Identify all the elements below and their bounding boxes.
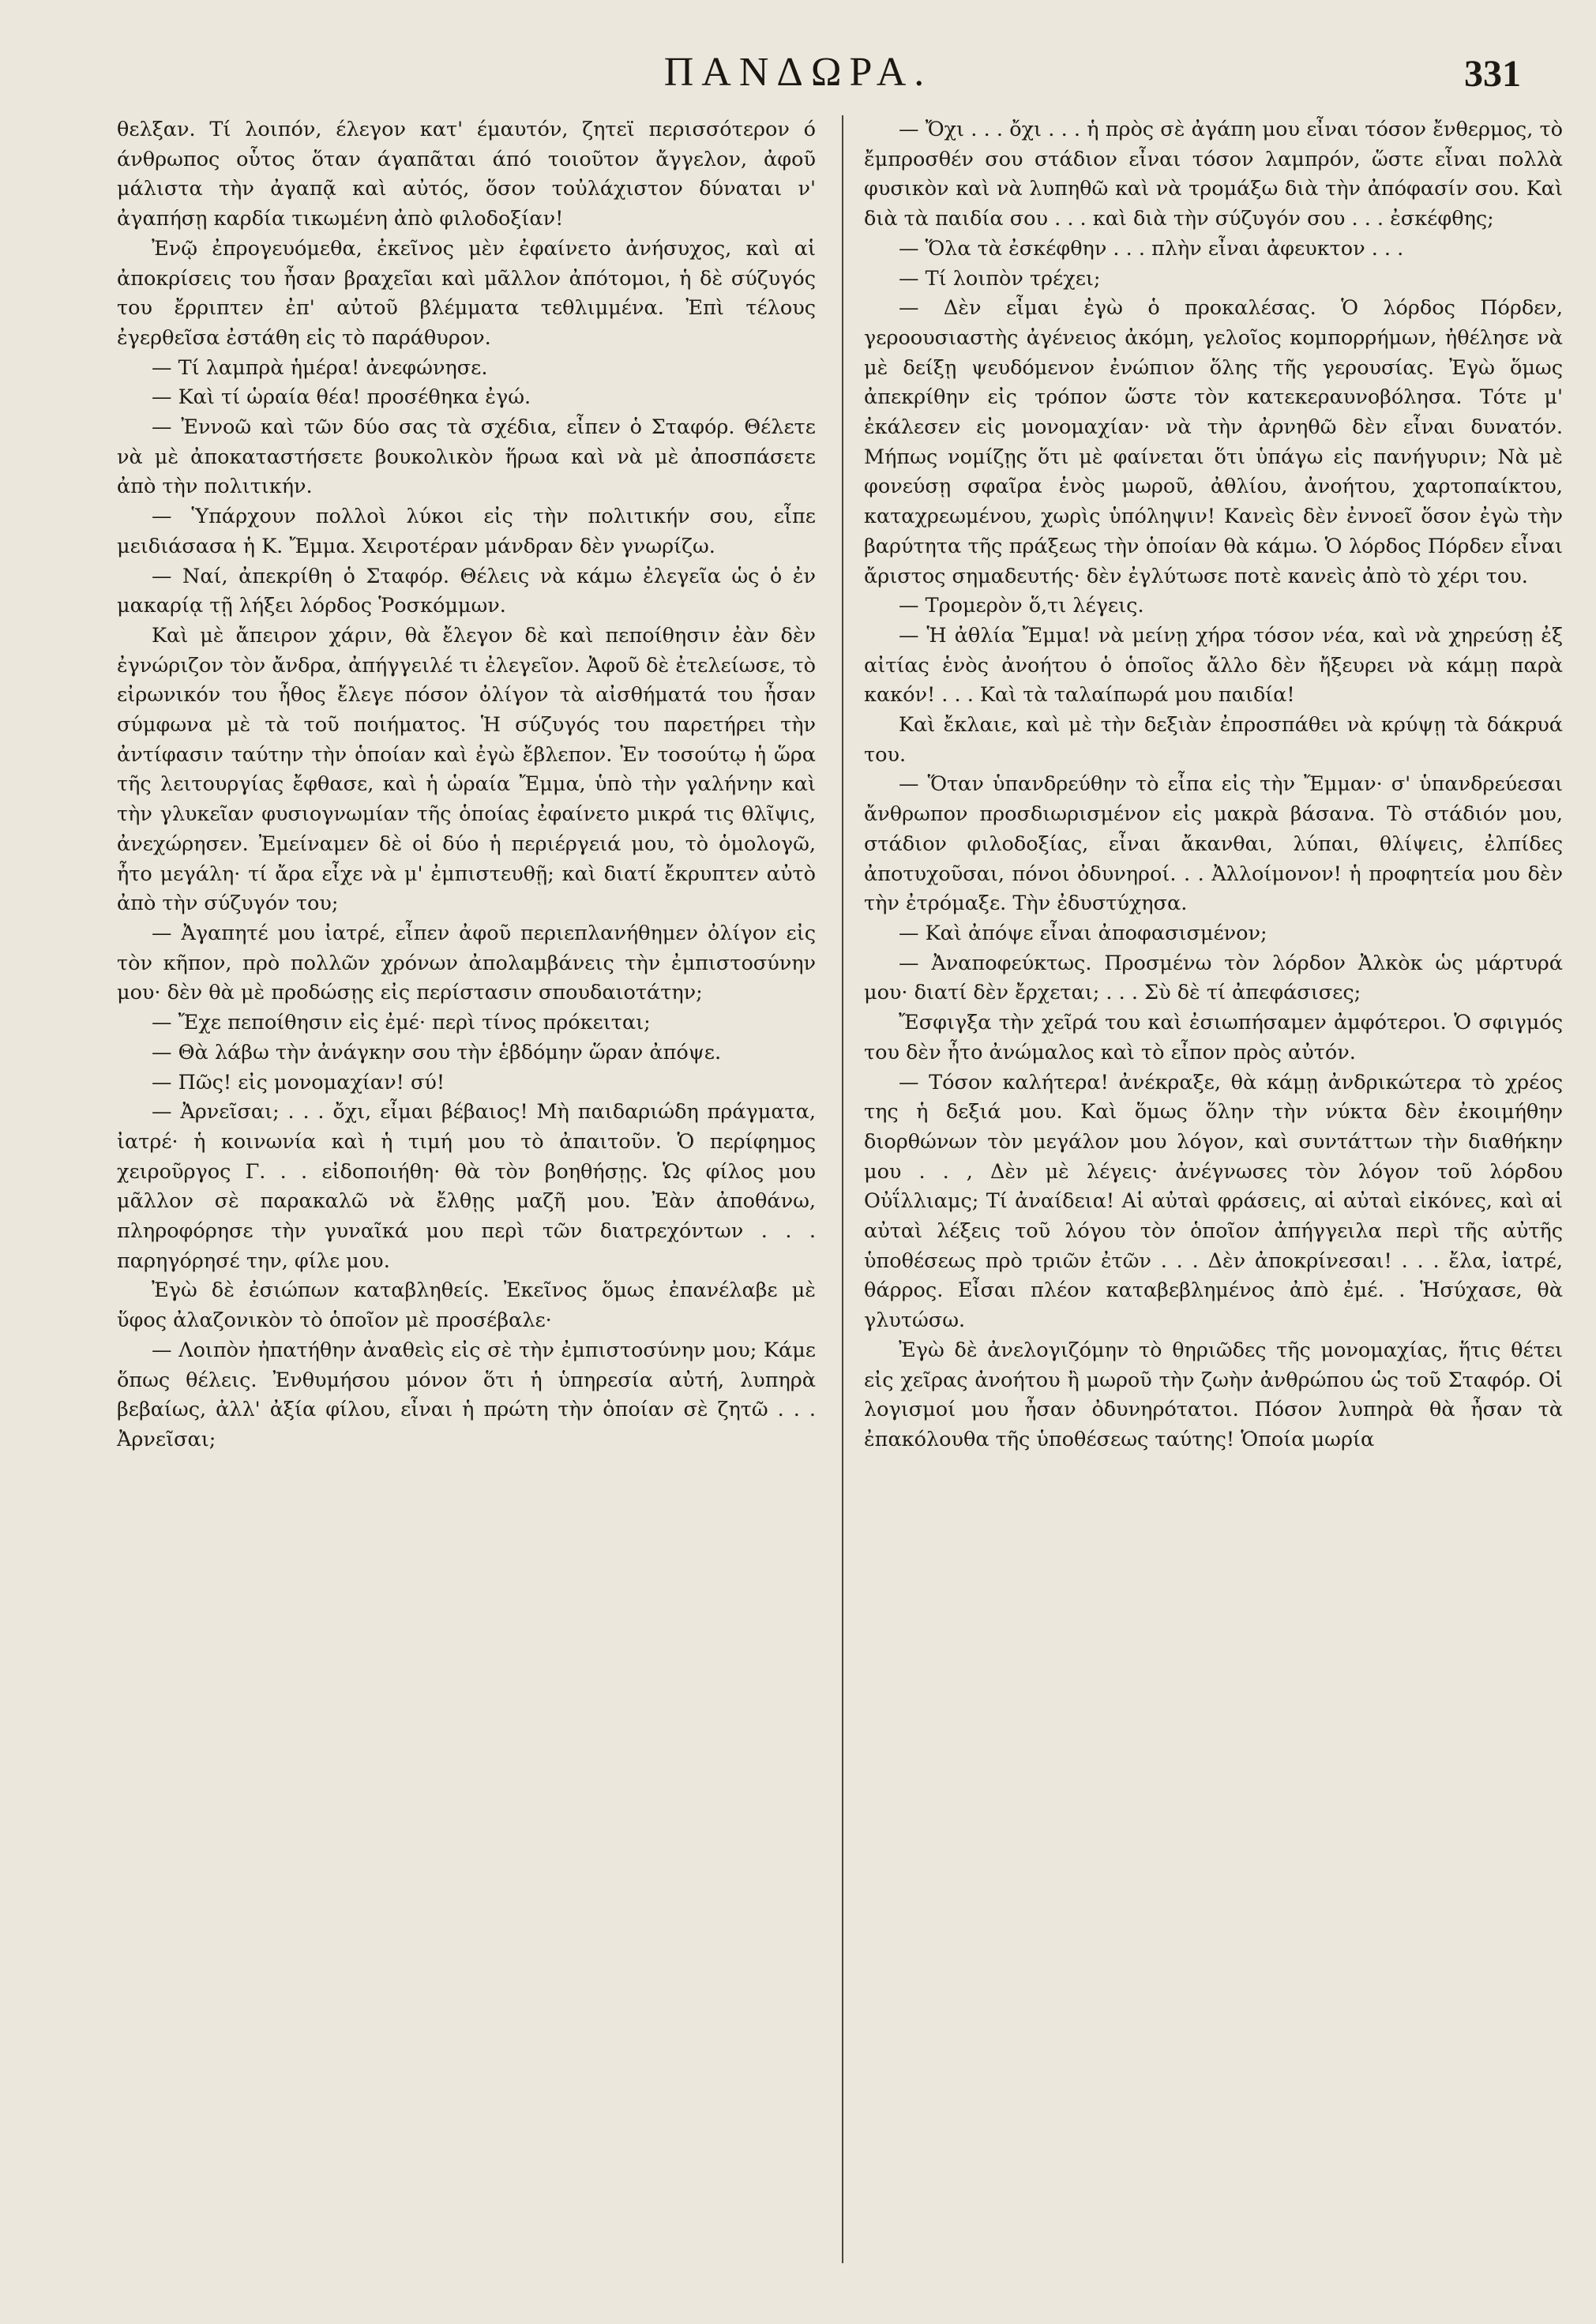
paragraph: — Τί λαμπρὰ ἡμέρα! ἀνεφώνησε. [152,355,488,380]
paragraph: — Ναί, ἀπεκρίθη ὁ Σταφόρ. Θέλεις νὰ κάμω ἐλεγεῖα ὡς ὁ ἐν μακαρίᾳ τῇ λήξει λόρδος Ῥοσκόμμων. [117,564,816,618]
paragraph: — Λοιπὸν ἠπατήθην ἀναθεὶς εἰς σὲ τὴν ἐμπιστοσύνην μου; Κάμε ὅπως θέλεις. Ἐνθυμήσου μόνον ὅτι ἡ ὑπηρεσία αὐτή, λυπηρὰ βεβαίως, ἀλλ' ἀξία φίλου, εἶναι ἡ πρώτη τὴν ὁποίαν σὲ ζητῶ . . . Ἀρνεῖσαι; [117,1338,816,1451]
paragraph: — Θὰ λάβω τὴν ἀνάγκην σου τὴν ἑβδόμην ὥραν ἀπόψε. [152,1040,722,1064]
paragraph: — Ἀρνεῖσαι; . . . ὄχι, εἶμαι βέβαιος! Μὴ παιδαριώδη πράγματα, ἰατρέ· ἡ κοινωνία καὶ ἡ τιμή μου τὸ ἀπαιτοῦν. Ὁ περίφημος χειροῦργος Γ. . . εἰδοποιήθη· θὰ τὸν βοηθήσῃς. Ὡς φίλος μου μᾶλλον σὲ παρακαλῶ νὰ ἔλθῃς μαζῆ μου. Ἐὰν ἀποθάνω, πληροφόρησε τὴν γυναῖκά μου περὶ τῶν διατρεχόντων . . . παρηγόρησέ την, φίλε μου. [117,1100,816,1273]
paragraph: — Καὶ ἀπόψε εἶναι ἀποφασισμένον; [899,921,1267,945]
paragraph: — Καὶ τί ὡραία θέα! προσέθηκα ἐγώ. [152,385,531,410]
paragraph: Καὶ ἔκλαιε, καὶ μὲ τὴν δεξιὰν ἐπροσπάθει νὰ κρύψῃ τὰ δάκρυά του. [864,713,1563,767]
paragraph: — Ἀναποφεύκτως. Προσμένω τὸν λόρδον Ἀλκὸκ ὡς μάρτυρά μου· διατί δὲν ἔρχεται; . . . Σὺ δὲ τί ἀπεφάσισες; [864,951,1563,1005]
paragraph: — Τρομερὸν ὅ,τι λέγεις. [899,594,1144,618]
paragraph: — Τί λοιπὸν τρέχει; [899,266,1101,291]
right-column [864,115,1563,1455]
paragraph: — Ὄχι . . . ὄχι . . . ἡ πρὸς σὲ ἀγάπη μου εἶναι τόσον ἔνθερμος, τὸ ἔμπροσθέν σου στάδιον εἶναι τόσον λαμπρόν, ὥστε εἶναι πολλὰ φυσικὸν καὶ νὰ λυπηθῶ καὶ νὰ τρομάξω διὰ τὴν ἀπόφασίν σου. Καὶ διὰ τὰ παιδία σου . . . καὶ διὰ τὴν σύζυγόν σου . . . ἐσκέφθης; [864,118,1563,231]
paragraph: — Πῶς! εἰς μονομαχίαν! σύ! [152,1070,445,1094]
paragraph: — Ὑπάρχουν πολλοὶ λύκοι εἰς τὴν πολιτικήν σου, εἶπε μειδιάσασα ἡ Κ. Ἔμμα. Χειροτέραν μάνδραν δὲν γνωρίζω. [117,505,816,558]
paragraph: — Ἀγαπητέ μου ἰατρέ, εἶπεν ἀφοῦ περιεπλανήθημεν ὀλίγον εἰς τὸν κῆπον, πρὸ πολλῶν χρόνων ἀπολαμβάνεις τὴν ἐμπιστοσύνην μου· δὲν θὰ μὲ προδώσῃς εἰς περίστασιν σπουδαιοτάτην; [117,921,816,1005]
paragraph: Ἔσφιγξα τὴν χεῖρά του καὶ ἐσιωπήσαμεν ἀμφότεροι. Ὁ σφιγμός του δὲν ἦτο ἀνώμαλος καὶ τὸ εἶπον πρὸς αὐτόν. [864,1011,1563,1064]
left-column [117,115,816,1455]
paragraph: Ἐνῷ ἐπρογευόμεθα, ἐκεῖνος μὲν ἐφαίνετο ἀνήσυχος, καὶ αἱ ἀποκρίσεις του ἦσαν βραχεῖαι καὶ μᾶλλον ἀπότομοι, ἡ δὲ σύζυγός του ἔρριπτεν ἐπ' αὐτοῦ βλέμματα τεθλιμμένα. Ἐπὶ τέλους ἐγερθεῖσα ἐστάθη εἰς τὸ παράθυρον. [117,236,816,350]
paragraph: — Δὲν εἶμαι ἐγὼ ὁ προκαλέσας. Ὁ λόρδος Πόρδεν, γεροουσιαστὴς ἀγένειος ἀκόμη, γελοῖος κομπορρήμων, ἠθέλησε νὰ μὲ δείξῃ ψευδόμενον ἐνώπιον ὅλης τῆς γερουσίας. Ἐγὼ ὅμως ἀπεκρίθην εἰς τρόπον ὥστε τὸν κατεκεραυνοβόλησα. Τότε μ' ἐκάλεσεν εἰς μονομαχίαν· νὰ τὴν ἀρνηθῶ δὲν εἶναι δυνατόν. Μήπως νομίζῃς ὅτι μὲ φαίνεται ὅτι ὑπάγω εἰς πανήγυριν; Νὰ μὲ φονεύσῃ σφαῖρα ἑνὸς μωροῦ, ἀθλίου, ἀνοήτου, χαρτοπαίκτου, καταχρεωμένου, χωρὶς ὑπόληψιν! Κανεὶς δὲν ἐννοεῖ ὅσον ἐγὼ τὴν βαρύτητα τῆς πράξεως τὴν ὁποίαν θὰ κάμω. Ὁ λόρδος Πόρδεν εἶναι ἄριστος σημαδευτής· δὲν ἐγλύτωσε ποτὲ κανεὶς ἀπὸ τὸ χέρι του. [864,296,1563,588]
page-number: 331 [1464,53,1521,95]
paragraph: Καὶ μὲ ἄπειρον χάριν, θὰ ἔλεγον δὲ καὶ πεποίθησιν ἐὰν δὲν ἐγνώριζον τὸν ἄνδρα, ἀπήγγειλέ τι ἐλεγεῖον. Ἀφοῦ δὲ ἐτελείωσε, τὸ εἰρωνικόν του ἦθος ἔλεγε πόσον ὀλίγον τὰ αἰσθήματά του ἦσαν σύμφωνα μὲ τὰ τοῦ ποιήματος. Ἡ σύζυγός του παρετήρει τὴν ἀντίφασιν ταύτην τὴν ὁποίαν καὶ ἐγὼ ἔβλεπον. Ἐν τοσούτῳ ἡ ὥρα τῆς λειτουργίας ἔφθασε, καὶ ἡ ὡραία Ἔμμα, ὑπὸ τὴν γαλήνην καὶ τὴν γλυκεῖαν φυσιογνωμίαν τῆς ὁποίας ἐφαίνετο μικρά τις θλῖψις, ἀνεχώρησεν. Ἐμείναμεν δὲ οἱ δύο ἡ περιέργειά μου, τὸ ὁμολογῶ, ἦτο μεγάλη· τί ἄρα εἶχε νὰ μ' ἐμπιστευθῇ; καὶ διατί ἔκρυπτεν αὐτὸ ἀπὸ τὴν σύζυγόν του; [117,623,816,916]
running-title: ΠΑΝΔΩΡΑ. [663,50,933,95]
paragraph: — Τόσον καλήτερα! ἀνέκραξε, θὰ κάμῃ ἀνδρικώτερα τὸ χρέος της ἡ δεξιά μου. Καὶ ὅμως ὅλην τὴν νύκτα δὲν ἐκοιμήθην διορθώνων τὸν μεγάλον μου λόγον, καὶ συντάττων τὴν διαθήκην μου . . , Δὲν μὲ λέγεις· ἀνέγνωσες τὸν λόγον τοῦ λόρδου Οὐΐλλιαμς; Τί ἀναίδεια! Αἱ αὐταὶ φράσεις, αἱ αὐταὶ εἰκόνες, καὶ αἱ αὐταὶ λέξεις τοῦ λόγου τὸν ὁποῖον ἀπήγγειλα περὶ τῆς αὐτῆς ὑποθέσεως πρὸ τριῶν ἐτῶν . . . Δὲν ἀποκρίνεσαι! . . . ἔλα, ἰατρέ, θάρρος. Εἶσαι πλέον καταβεβλημένος ἀπὸ ἐμέ. . Ἡσύχασε, θὰ γλυτώσω. [864,1070,1563,1333]
paragraph: — Ὅταν ὑπανδρεύθην τὸ εἶπα εἰς τὴν Ἔμμαν· σ' ὑπανδρεύεσαι ἄνθρωπον προσδιωρισμένον εἰς μακρὰ βάσανα. Τὸ στάδιόν μου, στάδιον φιλοδοξίας, εἶναι ἄκανθαι, λύπαι, θλίψεις, ἐλπίδες ἀποτυχοῦσαι, πόνοι ὀδυνηροί. . . Ἀλλοίμονον! ἡ προφητεία μου δὲν τὴν ἐτρόμαξε. Τὴν ἐδυστύχησα. [864,772,1563,916]
page-header [0,32,1596,103]
column-divider [842,115,843,2263]
paragraph: — Ἡ ἀθλία Ἔμμα! νὰ μείνῃ χήρα τόσον νέα, καὶ νὰ χηρεύσῃ ἐξ αἰτίας ἑνὸς ἀνοήτου ὁ ὁποῖος ἄλλο δὲν ἤξευρει νὰ κάμῃ παρὰ κακόν! . . . Καὶ τὰ ταλαίπωρά μου παιδία! [864,623,1563,708]
paragraph: Ἐγὼ δὲ ἀνελογιζόμην τὸ θηριῶδες τῆς μονομαχίας, ἥτις θέτει εἰς χεῖρας ἀνοήτου ἢ μωροῦ τὴν ζωὴν ἀνθρώπου ὡς τοῦ Σταφόρ. Οἱ λογισμοί μου ἦσαν ὀδυνηρότατοι. Πόσον λυπηρὰ θὰ ἦσαν τὰ ἐπακόλουθα τῆς ὑποθέσεως ταύτης! Ὁποία μωρία [864,1338,1563,1451]
paragraph: — Ἔχε πεποίθησιν εἰς ἐμέ· περὶ τίνος πρόκειται; [152,1011,651,1035]
paragraph: — Ἐννοῶ καὶ τῶν δύο σας τὰ σχέδια, εἶπεν ὁ Σταφόρ. Θέλετε νὰ μὲ ἀποκαταστήσετε βουκολικὸν ἥρωα καὶ νὰ μὲ ἀποσπάσετε ἀπὸ τὴν πολιτικήν. [117,415,816,499]
paragraph: θελξαν. Τί λοιπόν, έλεγον κατ' έμαυτόν, ζητεϊ περισσότερον ό άνθρωπος οὗτος ὅταν άγαπᾶται άπό τοιοῦτον ἄγγελον, ἀφοῦ μάλιστα τὴν ἀγαπᾷ καὶ αὐτός, ὅσον τοὐλάχιστον δύναται ν' ἀγαπήσῃ καρδία τικωμένη ἀπὸ φιλοδοξίαν! [117,118,816,231]
paragraph: Ἐγὼ δὲ ἐσιώπων καταβληθείς. Ἐκεῖνος ὅμως ἐπανέλαβε μὲ ὕφος ἀλαζονικὸν τὸ ὁποῖον μὲ προσέβαλε· [117,1278,816,1333]
paragraph: — Ὅλα τὰ ἐσκέφθην . . . πλὴν εἶναι ἀφευκτον . . . [899,236,1404,261]
